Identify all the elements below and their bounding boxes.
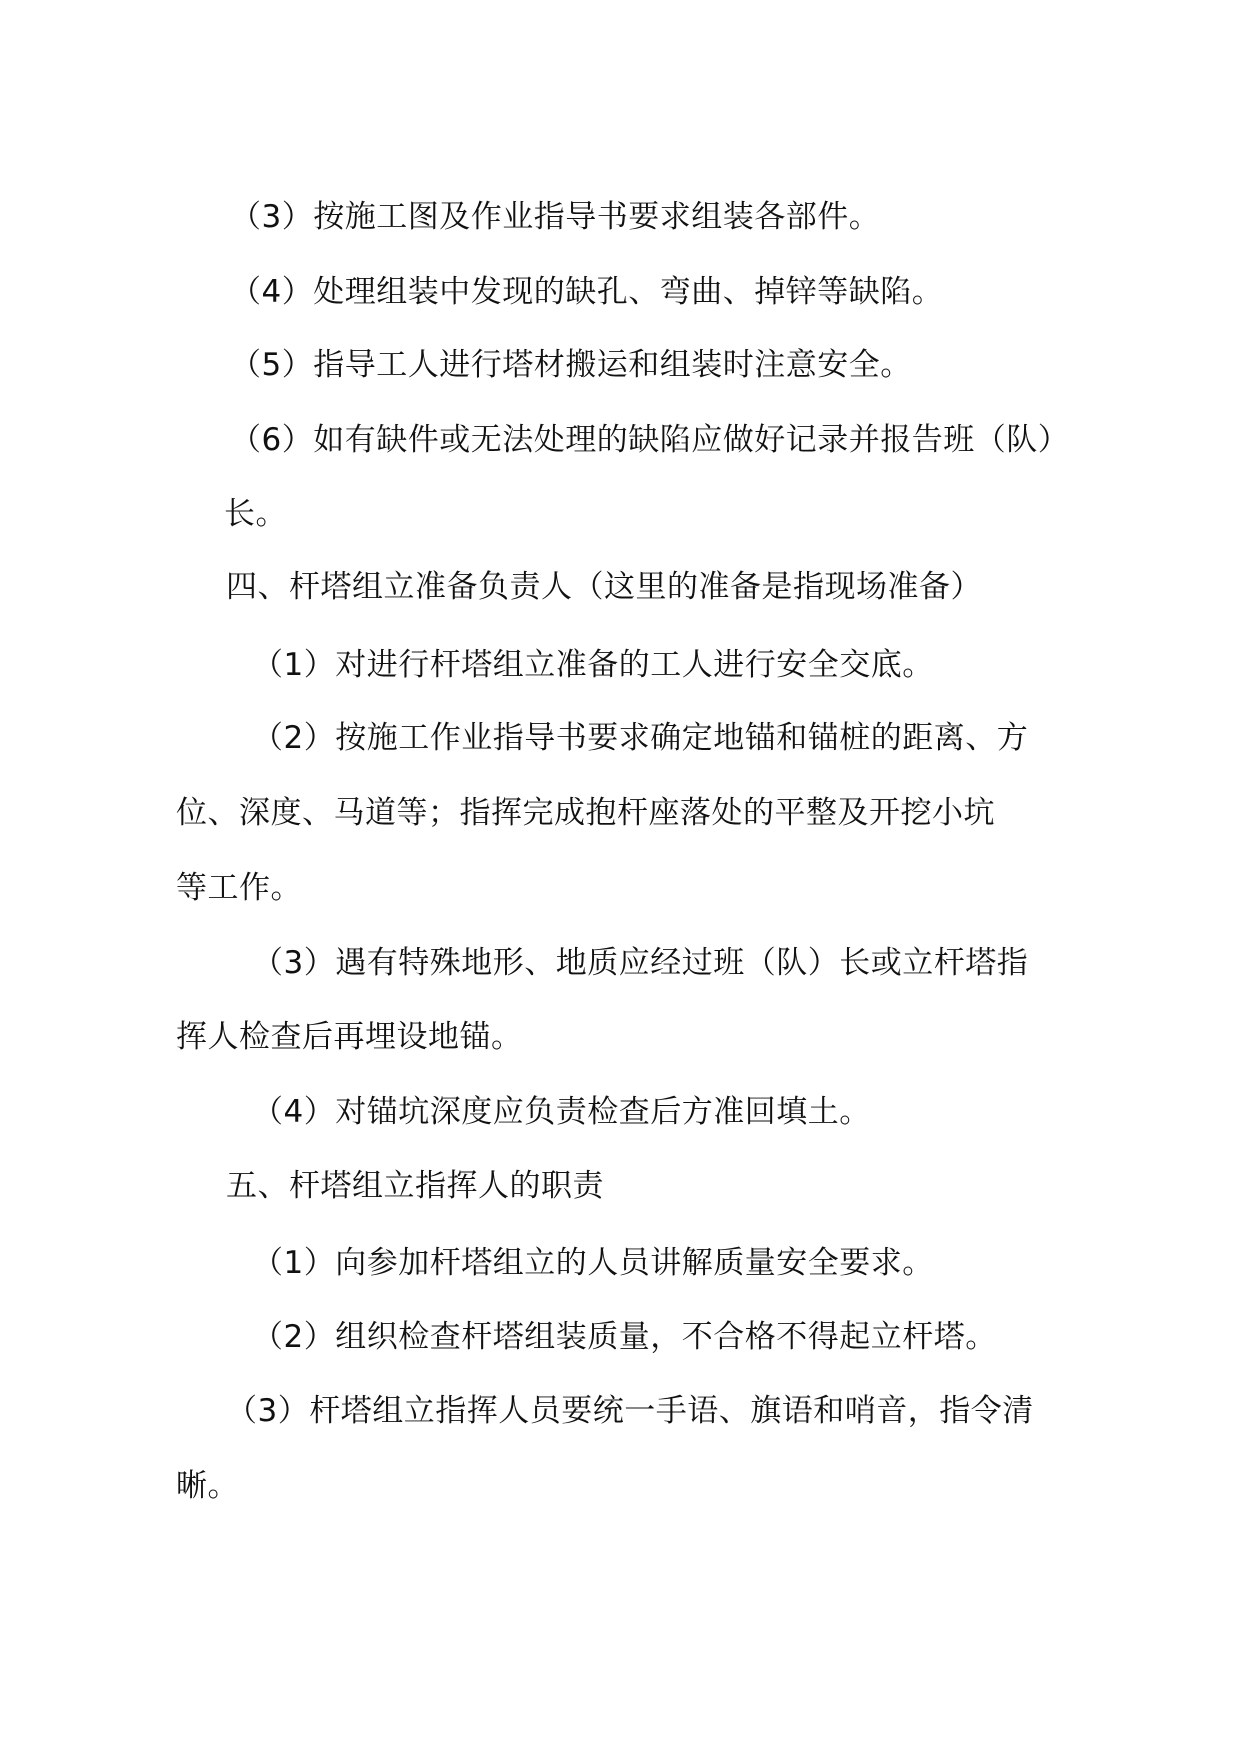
paragraph-line: （1）向参加杆塔组立的人员讲解质量安全要求。	[252, 1245, 934, 1281]
paragraph-line: （3）按施工图及作业指导书要求组装各部件。	[230, 199, 881, 235]
paragraph-line: （2）按施工作业指导书要求确定地锚和锚桩的距离、方	[252, 720, 1029, 756]
paragraph-line: 挥人检查后再埋设地锚。	[176, 1019, 523, 1055]
paragraph-line: （2）组织检查杆塔组装质量，不合格不得起立杆塔。	[252, 1319, 997, 1355]
paragraph-line: （3）遇有特殊地形、地质应经过班（队）长或立杆塔指	[252, 945, 1029, 981]
paragraph-line: （4）对锚坑深度应负责检查后方准回填土。	[252, 1094, 871, 1130]
section-heading: 五、杆塔组立指挥人的职责	[226, 1168, 604, 1204]
paragraph-line: 长。	[224, 496, 287, 532]
paragraph-line: 晰。	[176, 1468, 239, 1504]
section-heading: 四、杆塔组立准备负责人（这里的准备是指现场准备）	[226, 569, 982, 605]
paragraph-line: 等工作。	[176, 870, 302, 906]
paragraph-line: （3）杆塔组立指挥人员要统一手语、旗语和哨音，指令清	[226, 1393, 1034, 1429]
paragraph-line: （4）处理组装中发现的缺孔、弯曲、掉锌等缺陷。	[230, 274, 944, 310]
paragraph-line: （5）指导工人进行塔材搬运和组装时注意安全。	[230, 347, 912, 383]
paragraph-line: （6）如有缺件或无法处理的缺陷应做好记录并报告班（队）	[230, 422, 1070, 458]
paragraph-line: 位、深度、马道等；指挥完成抱杆座落处的平整及开挖小坑	[176, 795, 995, 831]
paragraph-line: （1）对进行杆塔组立准备的工人进行安全交底。	[252, 647, 934, 683]
